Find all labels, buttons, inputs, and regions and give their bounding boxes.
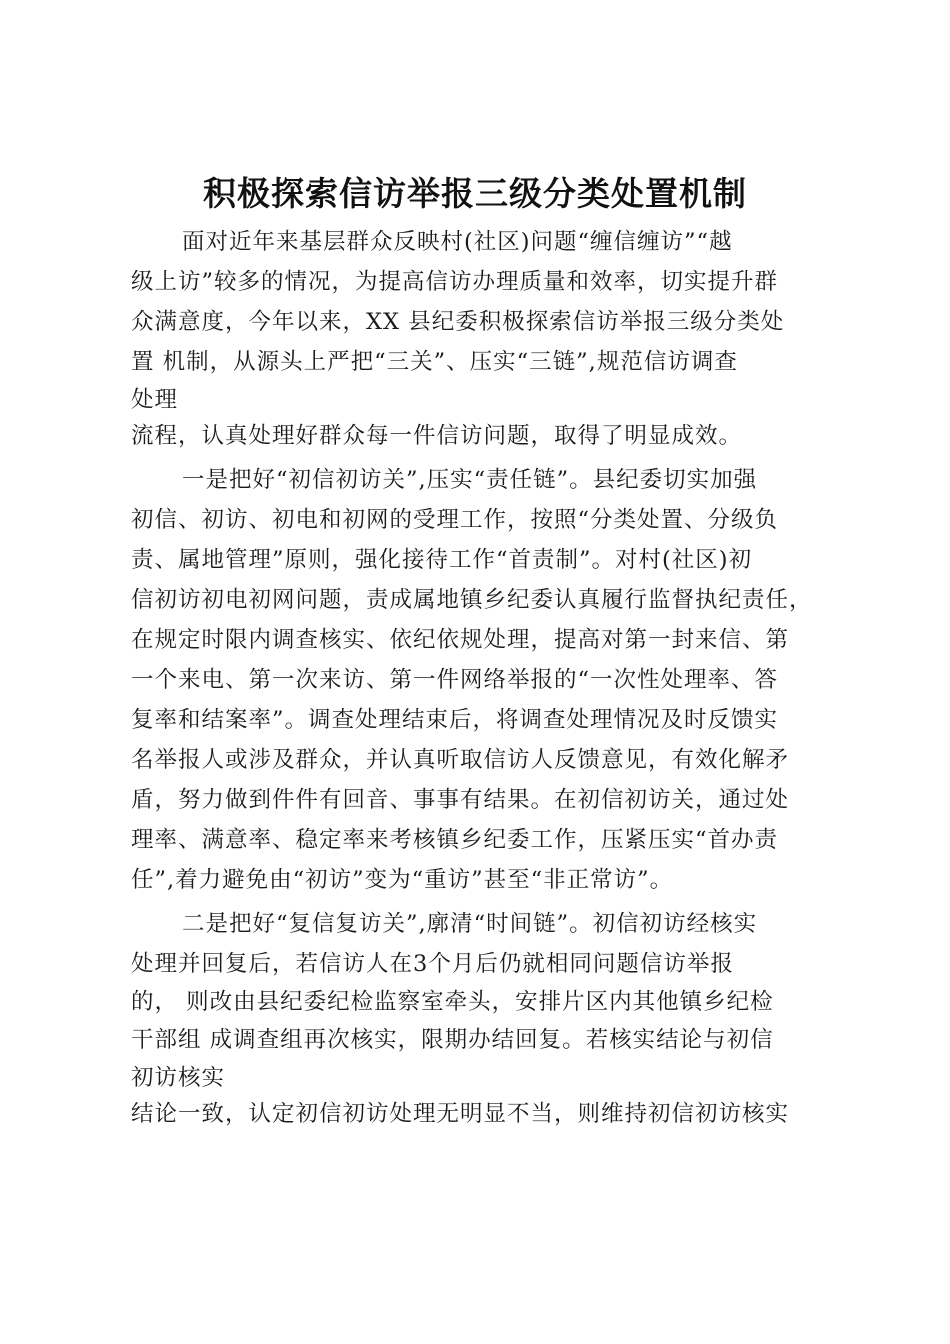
body-line: 结论一致，认定初信初访处理无明显不当，则维持初信初访核实 <box>131 1101 790 1127</box>
body-line: 复率和结案率”。调查处理结束后，将调查处理情况及时反馈实 <box>131 707 779 733</box>
body-line: 信初访初电初网问题，责成属地镇乡纪委认真履行监督执纪责任， <box>131 587 813 613</box>
body-line: 面对近年来基层群众反映村(社区)问题“缠信缠访”“越 <box>182 229 733 255</box>
body-line: 初访核实 <box>131 1065 226 1091</box>
body-line: 干部组 成调查组再次核实，限期办结回复。若核实结论与初信 <box>131 1027 774 1053</box>
body-line: 责、属地管理”原则，强化接待工作“首责制”。对村(社区)初 <box>131 547 753 573</box>
body-line: 置 机制，从源头上严把“三关”、压实“三链”,规范信访调查 <box>131 349 738 375</box>
body-line: 众满意度，今年以来，XX 县纪委积极探索信访举报三级分类处 <box>131 309 785 335</box>
body-line: 的， 则改由县纪委纪检监察室牵头，安排片区内其他镇乡纪检 <box>131 989 774 1015</box>
document-title: 积极探索信访举报三级分类处置机制 <box>203 174 747 213</box>
body-line: 级上访”较多的情况，为提高信访办理质量和效率，切实提升群 <box>131 269 779 295</box>
body-line: 盾，努力做到件件有回音、事事有结果。在初信初访关，通过处 <box>131 787 790 813</box>
body-line: 名举报人或涉及群众，并认真听取信访人反馈意见，有效化解矛 <box>131 747 790 773</box>
body-line: 任”,着力避免由“初访”变为“重访”甚至“非正常访”。 <box>131 867 674 893</box>
body-line: 流程，认真处理好群众每一件信访问题，取得了明显成效。 <box>131 423 743 449</box>
body-line: 二是把好“复信复访关”,廓清“时间链”。初信初访经核实 <box>182 911 758 937</box>
body-line: 一个来电、第一次来访、第一件网络举报的“一次性处理率、答 <box>131 667 779 693</box>
body-line: 处理 <box>131 387 179 413</box>
body-line: 一是把好“初信初访关”,压实“责任链”。县纪委切实加强 <box>182 467 758 493</box>
body-line: 处理并回复后，若信访人在3个月后仍就相同问题信访举报 <box>131 951 734 977</box>
body-line: 在规定时限内调查核实、依纪依规处理，提高对第一封来信、第 <box>131 627 790 653</box>
body-line: 初信、初访、初电和初网的受理工作，按照“分类处置、分级负 <box>131 507 779 533</box>
body-line: 理率、满意率、稳定率来考核镇乡纪委工作，压紧压实“首办责 <box>131 827 779 853</box>
